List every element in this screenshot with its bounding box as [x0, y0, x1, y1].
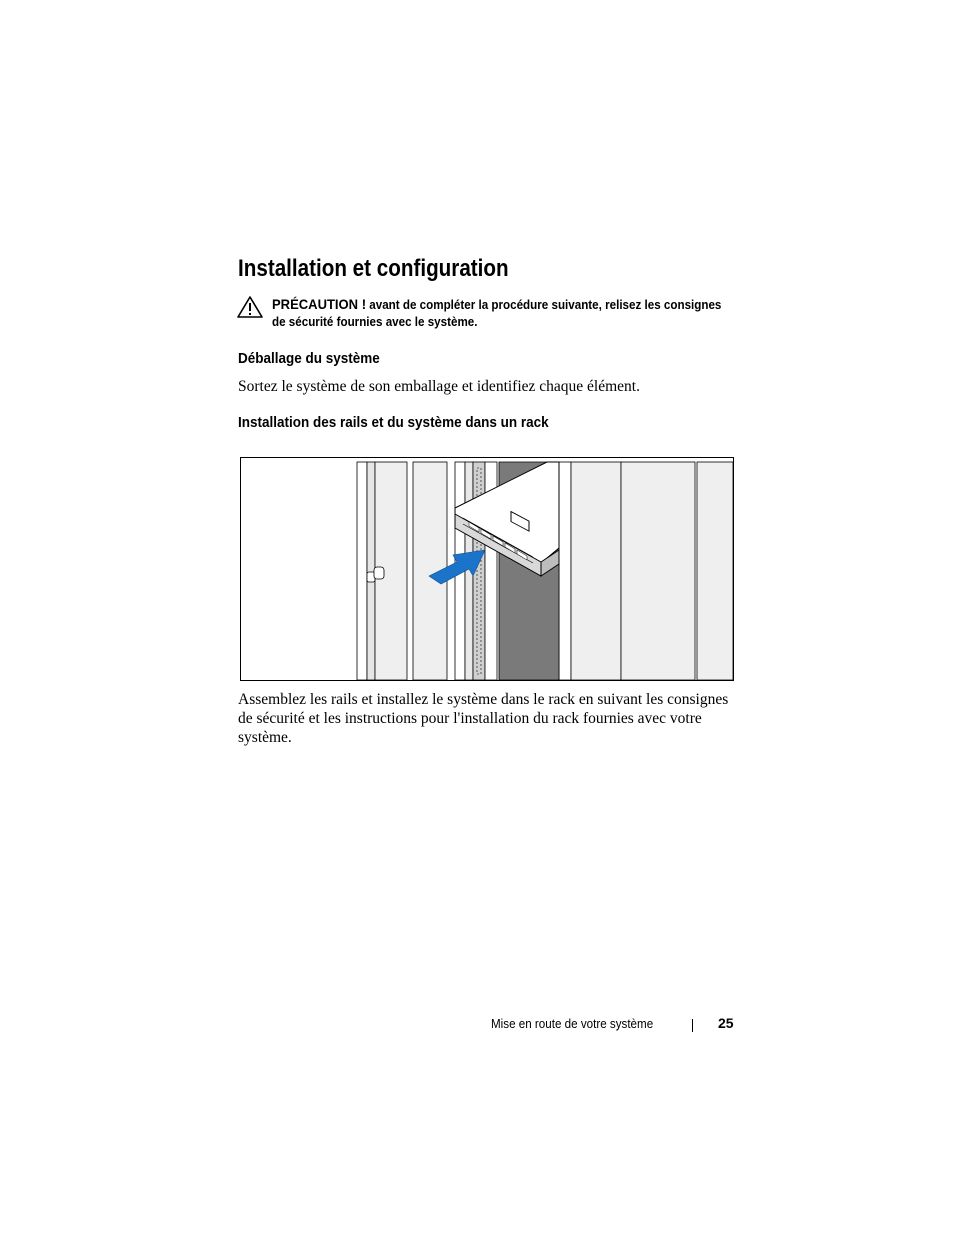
caution-body: avant de compléter la procédure suivante, relisez les consignes de sécurité fournies avec le système. — [272, 298, 722, 329]
footer-separator — [692, 1019, 693, 1032]
caution-label: PRÉCAUTION ! — [272, 296, 367, 312]
rack-installation-figure — [240, 457, 734, 681]
footer-title: Mise en route de votre système — [491, 1017, 654, 1031]
caution-icon — [237, 296, 263, 318]
section-body-unpack: Sortez le système de son emballage et identifiez chaque élément. — [238, 378, 640, 395]
page-heading: Installation et configuration — [238, 255, 509, 282]
section-body-rack: Assemblez les rails et installez le système dans le rack en suivant les consignes de sécurité et les instructions pour l'installation du rack fournies avec votre système. — [238, 691, 729, 746]
page-number: 25 — [718, 1015, 734, 1031]
rack-illustration — [241, 458, 733, 680]
section-title-unpack: Déballage du système — [238, 350, 380, 367]
caution-note — [272, 296, 737, 331]
section-title-rack: Installation des rails et du système dans un rack — [238, 414, 549, 431]
